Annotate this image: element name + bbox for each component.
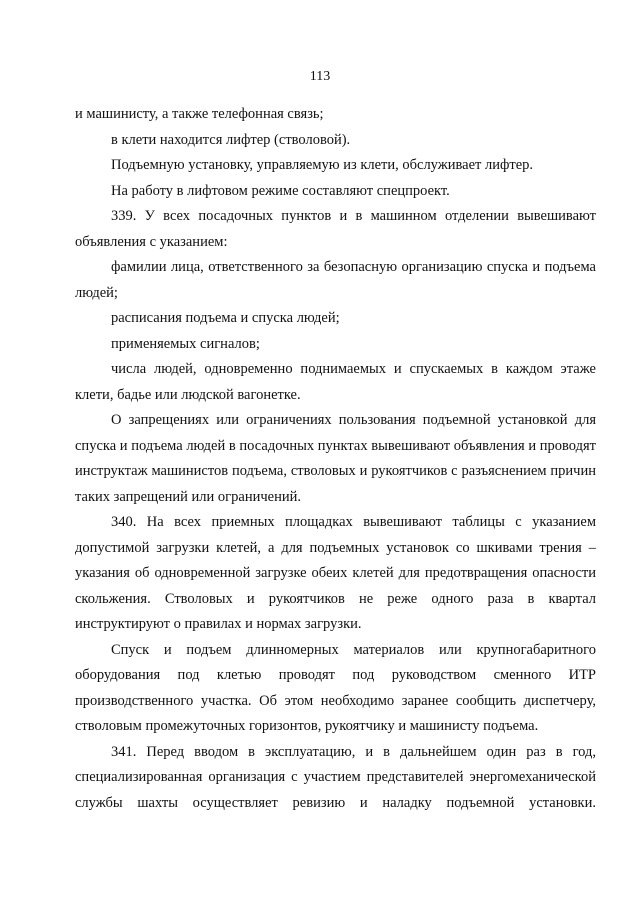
paragraph-clause-339: 339. У всех посадочных пунктов и в машинном отделении вывешивают объявления с указанием: <box>75 208 596 250</box>
page-number: 113 <box>309 69 331 84</box>
paragraph: Подъемную установку, управляемую из клети, обслуживает лифтер. <box>111 157 534 173</box>
paragraph-list-item: числа людей, одновременно поднимаемых и спускаемых в каждом этаже клети, бадье или людской вагонетке. <box>75 361 596 403</box>
paragraph-list-item: расписания подъема и спуска людей; <box>111 310 340 326</box>
paragraph-clause-341: 341. Перед вводом в эксплуатацию, и в дальнейшем один раз в год, специализированная организация с участием представителей энергомеханической службы шахты осуществляет ревизию и наладку подъемной установки. <box>75 743 596 811</box>
paragraph-continuation: и машинисту, а также телефонная связь; <box>75 106 324 122</box>
paragraph: Спуск и подъем длинномерных материалов или крупногабаритного оборудования под клетью проводят под руководством сменного ИТР производственного участка. Об этом необходимо заранее сообщить диспетчеру, стволовым промежуточных горизонтов, рукоятчику и машинисту подъема. <box>75 641 596 734</box>
paragraph-clause-340: 340. На всех приемных площадках вывешивают таблицы с указанием допустимой загрузки клетей, а для подъемных установок со шкивами трения – указания об одновременной загрузке обеих клетей для предотвращения опасности скольжения. Стволовых и рукоятчиков не реже одного раза в квартал инструктируют о правилах и нормах загрузки. <box>75 514 596 632</box>
paragraph: О запрещениях или ограничениях пользования подъемной установкой для спуска и подъема людей в посадочных пунктах вывешивают объявления и проводят инструктаж машинистов подъема, стволовых и рукоятчиков с разъяснением причин таких запрещений или ограничений. <box>75 412 596 505</box>
body-text <box>75 102 596 816</box>
paragraph-list-item: фамилии лица, ответственного за безопасную организацию спуска и подъема людей; <box>75 259 596 301</box>
paragraph-list-item: применяемых сигналов; <box>111 335 260 352</box>
paragraph: в клети находится лифтер (стволовой). <box>111 131 351 148</box>
paragraph: На работу в лифтовом режиме составляют спецпроект. <box>111 182 450 199</box>
